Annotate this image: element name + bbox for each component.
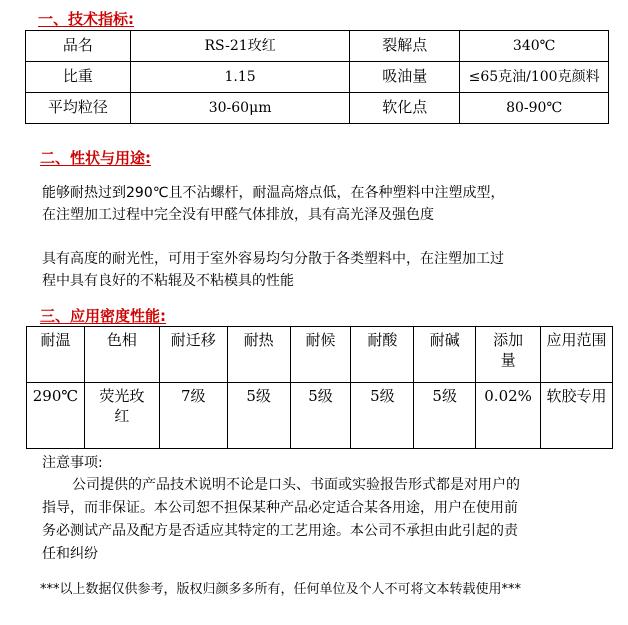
paragraph-line: 具有高度的耐光性，可用于室外容易均匀分散于各类塑料中，在注塑加工过 xyxy=(42,251,504,267)
column-header: 耐碱 xyxy=(414,327,476,383)
notes-body xyxy=(42,474,617,566)
usage-paragraph-1 xyxy=(42,182,504,226)
section-1-heading: 一、技术指标: xyxy=(38,10,134,28)
column-header: 色相 xyxy=(84,327,159,383)
table-row xyxy=(27,383,613,449)
table-cell: 5级 xyxy=(414,383,476,449)
spec-label: 吸油量 xyxy=(350,62,460,93)
table-cell: 荧光玫红 xyxy=(84,383,159,449)
table-cell: 5级 xyxy=(351,383,414,449)
table-cell: 软胶专用 xyxy=(541,383,613,449)
spec-value: 1.15 xyxy=(130,62,350,93)
performance-table xyxy=(26,326,613,449)
table-cell: 0.02% xyxy=(476,383,541,449)
notes-title: 注意事项: xyxy=(42,455,103,471)
notes-line: 务必测试产品及配方是否适应其特定的工艺用途。本公司不承担由此引起的责 xyxy=(42,523,518,539)
notes-line: 指导，而非保证。本公司恕不担保某种产品必定适合某各用途，用户在使用前 xyxy=(42,500,518,516)
spec-value: 80-90℃ xyxy=(460,93,609,124)
section-3-heading: 三、应用密度性能: xyxy=(40,307,166,325)
column-header: 耐候 xyxy=(290,327,351,383)
table-cell: 5级 xyxy=(290,383,351,449)
column-header: 耐温 xyxy=(27,327,85,383)
table-header-row xyxy=(27,327,613,383)
table-cell: 7级 xyxy=(159,383,227,449)
spec-label: 比重 xyxy=(26,62,131,93)
section-2-heading: 二、性状与用途: xyxy=(40,149,151,167)
notes-line: 公司提供的产品技术说明不论是口头、书面或实验报告形式都是对用户的 xyxy=(72,477,520,493)
column-header: 应用范围 xyxy=(541,327,613,383)
usage-paragraph-2 xyxy=(42,248,504,292)
table-cell: 290℃ xyxy=(27,383,85,449)
column-header: 耐酸 xyxy=(351,327,414,383)
column-header: 耐热 xyxy=(227,327,290,383)
spec-value: ≤65克油/100克颜料 xyxy=(460,62,609,93)
spec-value: 340℃ xyxy=(460,31,609,62)
column-header: 添加量 xyxy=(476,327,541,383)
table-row xyxy=(26,62,609,93)
paragraph-line: 能够耐热过到290℃且不沾螺杆，耐温高熔点低，在各种塑料中注塑成型， xyxy=(42,185,505,201)
paragraph-line: 程中具有良好的不粘辊及不粘模具的性能 xyxy=(42,273,294,289)
spec-table xyxy=(25,30,609,124)
spec-label: 裂解点 xyxy=(350,31,460,62)
notes-line: 任和纠纷 xyxy=(42,546,98,562)
paragraph-line: 在注塑加工过程中完全没有甲醛气体排放，具有高光泽及强色度 xyxy=(42,207,434,223)
spec-label: 软化点 xyxy=(350,93,460,124)
spec-label: 品名 xyxy=(26,31,131,62)
spec-value: 30-60μm xyxy=(130,93,350,124)
table-row xyxy=(26,31,609,62)
table-row xyxy=(26,93,609,124)
column-header: 耐迁移 xyxy=(159,327,227,383)
spec-value: RS-21玫红 xyxy=(130,31,350,62)
copyright-footer: ***以上数据仅供参考，版权归颜多多所有，任何单位及个人不可将文本转载使用*** xyxy=(40,582,522,597)
spec-label: 平均粒径 xyxy=(26,93,131,124)
table-cell: 5级 xyxy=(227,383,290,449)
